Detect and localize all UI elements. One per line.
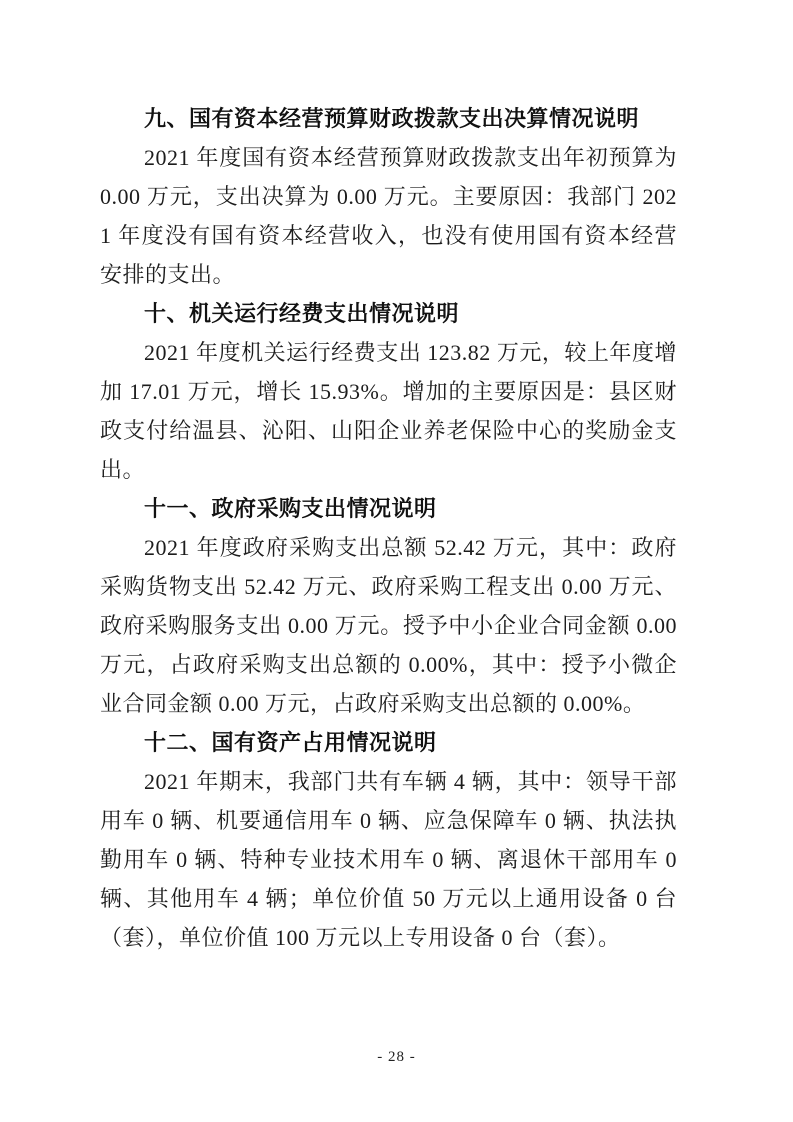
section-heading-state-capital-budget: 九、国有资本经营预算财政拨款支出决算情况说明: [144, 106, 640, 131]
section-paragraph-operating-expenses: 2021 年度机关运行经费支出 123.82 万元，较上年度增加 17.01 万元，增长 15.93%。增加的主要原因是：县区财政支付给温县、沁阳、山阳企业养老保险中心的奖励金支出。: [100, 340, 677, 482]
section-heading-operating-expenses: 十、机关运行经费支出情况说明: [144, 301, 460, 326]
document-body: [100, 99, 677, 957]
section-heading-state-assets: 十二、国有资产占用情况说明: [144, 730, 437, 755]
section-paragraph-government-procurement: 2021 年度政府采购支出总额 52.42 万元，其中：政府采购货物支出 52.42 万元、政府采购工程支出 0.00 万元、政府采购服务支出 0.00 万元。授予中小企业合同金额 0.00 万元，占政府采购支出总额的 0.00%，其中：授予小微企业合同金额 0.00 万元，占政府采购支出总额的 0.00%。: [100, 535, 677, 716]
page-number: - 28 -: [377, 1049, 416, 1065]
section-paragraph-state-assets: 2021 年期末，我部门共有车辆 4 辆，其中：领导干部用车 0 辆、机要通信用车 0 辆、应急保障车 0 辆、执法执勤用车 0 辆、特种专业技术用车 0 辆、离退休干部用车 0 辆、其他用车 4 辆；单位价值 50 万元以上通用设备 0 台（套），单位价值 100 万元以上专用设备 0 台（套）。: [100, 769, 677, 950]
section-heading-government-procurement: 十一、政府采购支出情况说明: [144, 496, 437, 521]
section-paragraph-state-capital-budget: 2021 年度国有资本经营预算财政拨款支出年初预算为 0.00 万元，支出决算为 0.00 万元。主要原因：我部门 2021 年度没有国有资本经营收入，也没有使用国有资本经营安排的支出。: [100, 145, 677, 287]
